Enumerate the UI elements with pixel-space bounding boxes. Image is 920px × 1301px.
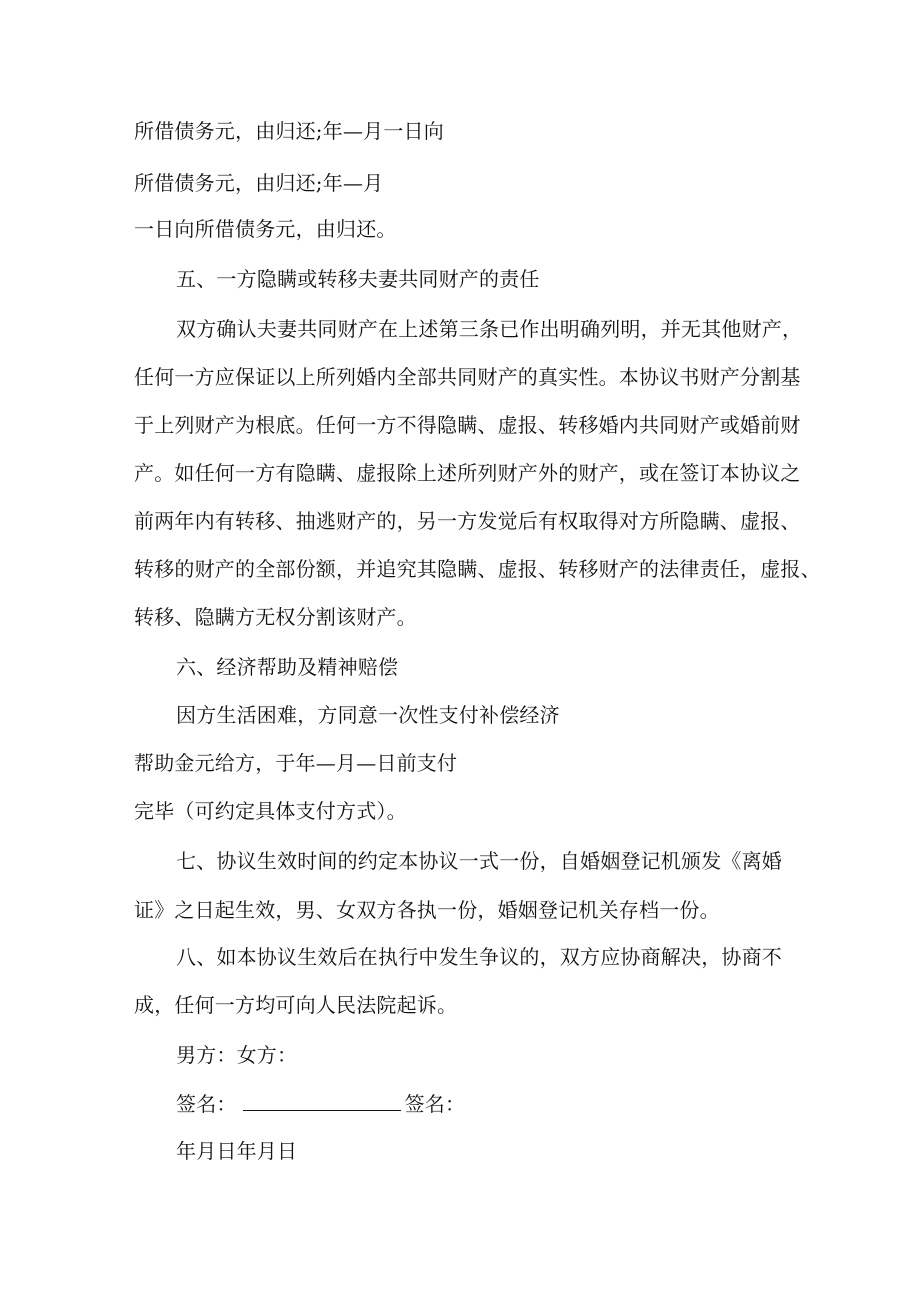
signature-parties: 男方：女方：: [176, 1043, 298, 1067]
signature-dates: 年月日年月日: [176, 1139, 298, 1163]
debt-line-3: 一日向所借债务元，由归还。: [134, 217, 397, 241]
section-6-line-2: 帮助金元给方，于年—月—日前支付: [134, 751, 458, 775]
section-8-line-2: 成，任何一方均可向人民法院起诉。: [134, 993, 458, 1017]
section-5-line-3: 于上列财产为根底。任何一方不得隐瞒、虚报、转移婚内共同财产或婚前财: [134, 413, 801, 437]
section-5-line-7: 转移、隐瞒方无权分割该财产。: [134, 605, 417, 629]
debt-line-2: 所借债务元，由归还;年—月: [134, 171, 384, 195]
section-7-line-1: 七、协议生效时间的约定本协议一式一份，自婚姻登记机颁发《离婚: [176, 849, 782, 873]
sign-label-male: 签名：: [176, 1092, 237, 1116]
section-5-line-6: 转移的财产的全部份额，并追究其隐瞒、虚报、转移财产的法律责任，虚报、: [134, 557, 821, 581]
section-7-line-2: 证》之日起生效，男、女双方各执一份，婚姻登记机关存档一份。: [134, 898, 720, 922]
section-5-line-5: 前两年内有转移、抽逃财产的，另一方发觉后有权取得对方所隐瞒、虚报、: [134, 509, 801, 533]
section-8-line-1: 八、如本协议生效后在执行中发生争议的，双方应协商解决，协商不: [176, 945, 782, 969]
debt-line-1: 所借债务元，由归还;年—月一日向: [134, 119, 444, 143]
section-5-heading: 五、一方隐瞒或转移夫妻共同财产的责任: [176, 267, 540, 291]
section-6-heading: 六、经济帮助及精神赔偿: [176, 655, 399, 679]
signature-blank: [243, 1092, 401, 1111]
section-5-line-2: 任何一方应保证以上所列婚内全部共同财产的真实性。本协议书财产分割基: [134, 365, 801, 389]
section-5-line-4: 产。如任何一方有隐瞒、虚报除上述所列财产外的财产，或在签订本协议之: [134, 461, 801, 485]
section-6-line-3: 完毕（可约定具体支付方式）。: [134, 799, 407, 823]
section-6-line-1: 因方生活困难，方同意一次性支付补偿经济: [176, 703, 560, 727]
section-5-line-1: 双方确认夫妻共同财产在上述第三条已作出明确列明，并无其他财产，: [176, 317, 803, 341]
signature-row: [176, 1091, 465, 1117]
sign-label-female: 签名：: [404, 1092, 466, 1116]
